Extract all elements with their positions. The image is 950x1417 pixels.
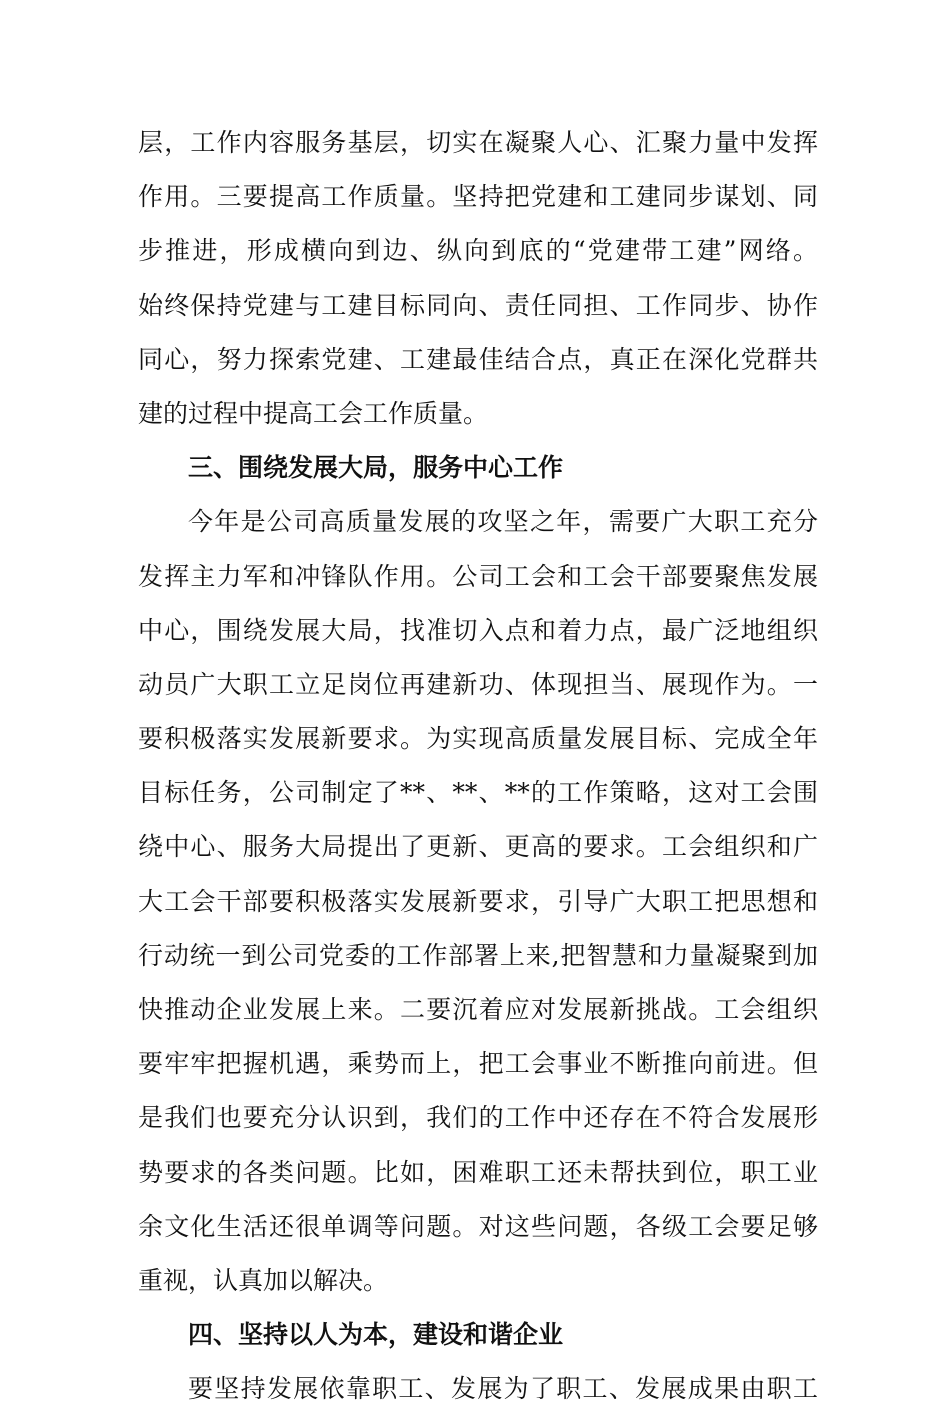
text-line: 是我们也要充分认识到，我们的工作中还存在不符合发展形 [138, 1103, 818, 1133]
section-heading-3: 三、围绕发展大局，服务中心工作 [188, 453, 564, 483]
text-line: 要积极落实发展新要求。为实现高质量发展目标、完成全年 [138, 724, 818, 754]
text-line: 层，工作内容服务基层，切实在凝聚人心、汇聚力量中发挥 [138, 128, 818, 157]
text-line: 大工会干部要积极落实发展新要求，引导广大职工把思想和 [138, 886, 818, 916]
paragraph-continued [138, 116, 818, 441]
text-line: 发挥主力军和冲锋队作用。公司工会和工会干部要聚焦发展 [138, 561, 818, 591]
text-line: 势要求的各类问题。比如，困难职工还未帮扶到位，职工业 [138, 1157, 818, 1187]
text-line: 作用。三要提高工作质量。坚持把党建和工建同步谋划、同 [138, 182, 818, 212]
text-line: 快推动企业发展上来。二要沉着应对发展新挑战。工会组织 [138, 995, 818, 1024]
text-line: 建的过程中提高工会工作质量。 [138, 398, 489, 428]
text-line: 重视，认真加以解决。 [138, 1265, 389, 1295]
paragraph-section-3 [138, 495, 818, 1308]
text-line: 要坚持发展依靠职工、发展为了职工、发展成果由职工 [188, 1374, 818, 1404]
text-line: 今年是公司高质量发展的攻坚之年，需要广大职工充分 [188, 507, 818, 537]
text-line: 目标任务，公司制定了**、**、**的工作策略，这对工会围 [138, 778, 818, 808]
text-line: 行动统一到公司党委的工作部署上来,把智慧和力量凝聚到加 [138, 940, 818, 970]
paragraph-section-4 [138, 1362, 818, 1416]
text-line: 余文化生活还很单调等问题。对这些问题，各级工会要足够 [138, 1211, 818, 1241]
text-line: 绕中心、服务大局提出了更新、更高的要求。工会组织和广 [138, 832, 818, 862]
text-line: 始终保持党建与工建目标同向、责任同担、工作同步、协作 [138, 290, 818, 320]
text-line: 动员广大职工立足岗位再建新功、体现担当、展现作为。一 [138, 669, 818, 699]
document-body [138, 116, 818, 1417]
text-line: 同心，努力探索党建、工建最佳结合点，真正在深化党群共 [138, 344, 818, 374]
text-line: 要牢牢把握机遇，乘势而上，把工会事业不断推向前进。但 [138, 1049, 818, 1079]
text-line: 中心，围绕发展大局，找准切入点和着力点，最广泛地组织 [138, 615, 818, 645]
text-line: 步推进，形成横向到边、纵向到底的“党建带工建”网络。 [138, 236, 818, 266]
section-heading-4: 四、坚持以人为本，建设和谐企业 [188, 1320, 564, 1350]
